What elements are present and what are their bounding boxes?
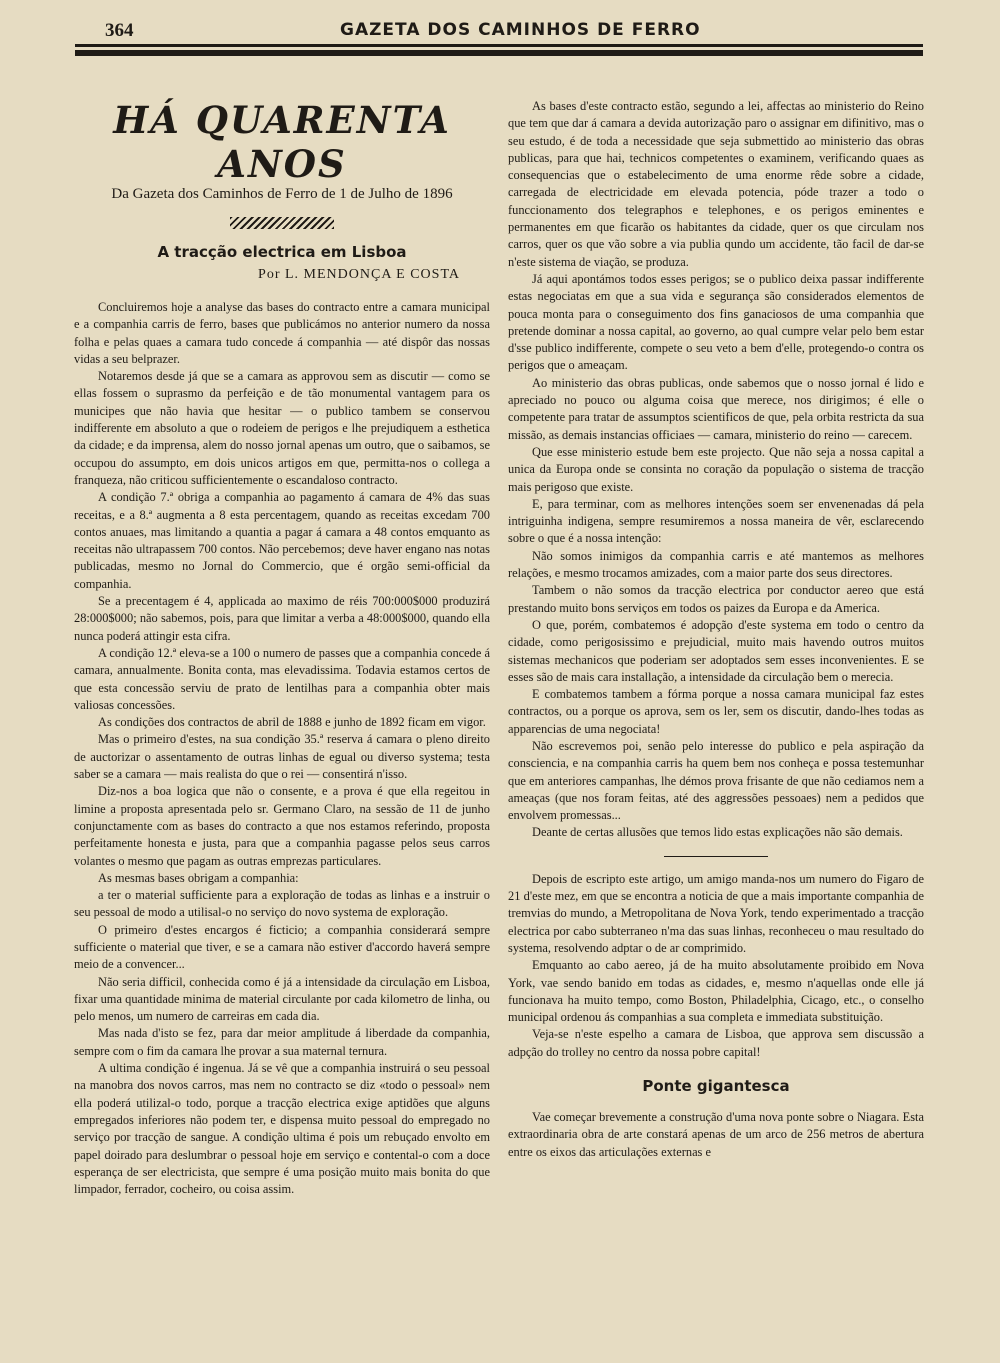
section-divider <box>664 856 768 857</box>
source-line: Da Gazeta dos Caminhos de Ferro de 1 de Julho de 1896 <box>111 186 453 202</box>
running-title: GAZETA DOS CAMINHOS DE FERRO <box>340 20 701 40</box>
paragraph: As bases d'este contracto estão, segundo a lei, affectas ao ministerio do Reino que tem que dar á camara a devida autorização paro o assignar em difinitivo, mas o seu estudo, é de toda a necessidade que seja submettido ao ministerio das obras publicas, para que hai, technicos competentes o examinem, verificando quaes as consequencias que o estabelecimento de uma enorme rêde sobre a cidade, carregada de electricidade em elevada potencia, póde trazer a todo o funccionamento dos telegraphos e telephones, e os perigos eminentes e permanentes em que ficarão os habitantes da cidade, quer os que circulam nos carros, quer os que vão sobre a via publia qundo um accidente, tão facil de dar-se n'este sistema de viação, se produza. <box>508 99 924 269</box>
article2-title: Ponte gigantesca <box>642 1077 790 1096</box>
paragraph: Já aqui apontámos todos esses perigos; se o publico deixa passar indifferente estas negociatas em que a sua vida e segurança são considerados elementos de pouca monta para o conseguimento dos fins ganaciosos de uma companhia que pretende dominar a nossa capital, ao governo, ao qual cumpre velar pelo bem estar d'sse publico indifferente, compete o seu veto a bem d'elle, protegendo-o contra os perigos que o ameaçam. <box>508 271 924 373</box>
paragraph: E combatemos tambem a fórma porque a nossa camara municipal faz estes contractos, ou a porque os aprova, sem os ler, sem os discutir, dando-lhes todas as apparencias de uma negociata! <box>508 687 924 736</box>
header-rule-thin <box>75 44 923 47</box>
paragraph: Mas nada d'isto se fez, para dar meior amplitude á liberdade da companhia, sempre com o fim da camara lhe provar a sua maternal ternura. <box>74 1026 490 1058</box>
article-author: Por L. MENDONÇA E COSTA <box>258 267 460 282</box>
paragraph: Notaremos desde já que se a camara as approvou sem as discutir — como se ellas fossem o suprasmo da perfeição e de tão monumental vantagem para os municipes que não havia que hesitar — o publico tambem se conservou indifferente em absoluto a que o rodeiem de perigos e lhe prejudiquem a esthetica da cidade; e da imprensa, alem do nosso jornal apenas um outro, que o saibamos, se occupou do assumpto, em dois unicos artigos em que, permitta-nos o collega a franqueza, não criticou sufficientemente o escandaloso contracto. <box>74 369 490 487</box>
paragraph: Mas o primeiro d'estes, na sua condição 35.ª reserva á camara o pleno direito de auctorizar o assentamento de outras linhas de egual ou diverso systema; testa saber se a camara — mais realista do que o rei — consentirá n'isso. <box>74 732 490 782</box>
paragraph: A condição 7.ª obriga a companhia ao pagamento á camara de 4% das suas receitas, e a 8.ª augmenta a 8 esta percentagem, quando as receitas excedam 700 contos anuaes, mas limitando a quantia a pagar á camara a 48 contos emquanto as receitas não ultrapassem 700 contos. Não percebemos; deve haver engano nas notas publicadas, mesmo no Jornal do Commercio, que é orgão semi-official da companhia. <box>74 490 490 591</box>
postscript-body <box>508 871 924 1061</box>
paragraph: Que esse ministerio estude bem este projecto. Que não seja a nossa capital a unica da Europa onde se consinta no coração da população o sistema de tracção mais perigoso que existe. <box>508 444 924 494</box>
header-rule-thick <box>75 50 923 56</box>
hatched-ornament <box>230 217 334 229</box>
paragraph: As mesmas bases obrigam a companhia: <box>98 870 299 885</box>
paragraph: Não somos inimigos da companhia carris e até mantemos as melhores relações, e mesmo trocamos amizades, com a maior parte dos seus directores. <box>508 548 924 581</box>
paragraph: O primeiro d'estes encargos é ficticio; a companhia considerará sempre sufficiente o material que tiver, e se a camara não estiver d'accordo haverá sempre meio de a convencer... <box>74 922 490 972</box>
right-body <box>508 98 924 842</box>
paragraph: A ultima condição é ingenua. Já se vê que a companhia instruirá o seu pessoal na manobra dos novos carros, mas nem no contracto se diz «todo o pessoal» nem ella poderá utilizal-o todo, porque a tracção electrica exige aptidões que alguns empregados inferiores não podem ter, e dispensa muito pessoal do empregado no serviço por tracção de sangue. A condição ultima é pois um rebuçado envolto em papel doirado para deslumbrar o pessoal hoje em serviço e contental-o com a doce esperança de ser electricista, que sempre é uma posição muito mais bonita do que limpador, ferrador, cocheiro, ou coisa assim. <box>74 1061 490 1197</box>
paragraph: E, para terminar, com as melhores intenções soem ser envenenadas dá pela intriguinha indigena, sempre resumiremos a nossa maneira de vêr, esclarecendo sobre o que é a nossa intenção: <box>508 496 924 546</box>
left-body <box>74 299 490 1198</box>
paragraph: Veja-se n'este espelho a camara de Lisboa, que approva sem discussão a adpção do trolley no centro da nossa pobre capital! <box>508 1027 924 1059</box>
paragraph: Depois de escripto este artigo, um amigo manda-nos um numero do Figaro de 21 d'este mez, em que se encontra a noticia de que a mais importante companhia de tremvias do mundo, a Metropolitana de Nova York, tendo experimentado a tracção electrica por cabo subterraneo n'ma das suas linhas, reconheceu o mau resultado do systema, resolvendo adptar o de ar comprimido. <box>508 871 924 955</box>
paragraph: Não seria difficil, conhecida como é já a intensidade da circulação em Lisboa, fixar uma quantidade minima de material circulante por cada kilometro de linha, ou pelo menos, um numero de carreiras em cada dia. <box>74 974 490 1024</box>
paragraph: As condições dos contractos de abril de 1888 e junho de 1892 ficam em vigor. <box>98 715 486 730</box>
paragraph: A condição 12.ª eleva-se a 100 o numero de passes que a companhia concede á camara, annualmente. Bonita conta, mas elevadissima. Todavia estamos certos de que esta concessão serviu de prato de lentilhas para a companhia obter mais valiosas concessões. <box>74 645 490 712</box>
article2-body <box>508 1109 924 1161</box>
paragraph: Emquanto ao cabo aereo, já de ha muito absolutamente proibido em Nova York, vae sendo banido em todas as cidades, e, mesmo n'aquellas onde elle já funcionava ha muito tempo, como Boston, Philadelphia, Cicago, etc., o conselho municipal ordenou ás companhias a sua completa e immediata substituição. <box>508 958 924 1025</box>
page-number: 364 <box>105 20 134 41</box>
paragraph: Vae começar brevemente a construção d'uma nova ponte sobre o Niagara. Esta extraordinaria obra de arte constará apenas de um arco de 256 metros de abertura entre os eixos das articulações externas e <box>508 1110 924 1159</box>
paragraph: Diz-nos a boa logica que não o consente, e a prova é que ella regeitou in limine a proposta apresentada pelo sr. Germano Claro, na sessão de 11 de junho conjunctamente com as bases do contracto a que nos estamos referindo, proposta perfeitamente honesta e justa, para que a companhia pagasse pelos seus carros volantes o mesmo que pagam as outras emprezas particulares. <box>74 784 490 868</box>
paragraph: Não escrevemos poi, senão pelo interesse do publico e pela aspiração da consciencia, e na companhia carris ha quem bem nos conheça e possa testemunhar que em anteriores campanhas, lhe démos prova frisante de que não cediamos nem a ameaças (que nos foram feitas, até des aggressões pessoaes) nem a pedidos que envolvem promessas... <box>508 738 924 823</box>
paragraph: Ao ministerio das obras publicas, onde sabemos que o nosso jornal é lido e apreciado no pouco ou alguma coisa que merece, nos dirigimos; é elle o competente para tratar de assumptos scientificos de que, pela orbita restricta da sua missão, as demais instancias officiaes — camara, ministerio do reino — carecem. <box>508 375 924 442</box>
left-column <box>74 98 490 1198</box>
paragraph: a ter o material sufficiente para a exploração de todas as linhas e a instruir o seu pessoal de modo a utilisal-o no serviço do novo systema de exploração. <box>74 888 490 920</box>
right-column <box>508 98 924 1161</box>
paragraph: Tambem o não somos da tracção electrica por conductor aereo que está prestando muito bons serviços em todos os paizes da Europa e da America. <box>508 583 924 615</box>
article-title: A tracção electrica em Lisboa <box>157 243 407 261</box>
paragraph: O que, porém, combatemos é adopção d'este systema em todo o centro da cidade, como perigosissimo e prejudicial, muito mais havendo outros muitos sistemas mechanicos que poderiam ser adoptados sem esses inconvenientes. E se esses são de mais cara installação, a intensidade da circulação bem o merecia. <box>508 617 924 684</box>
section-kicker: HÁ QUARENTA ANOS <box>113 98 451 186</box>
paragraph: Concluiremos hoje a analyse das bases do contracto entre a camara municipal e a companhia carris de ferro, bases que publicámos no anterior numero da nossa folha e pelas quaes a camara tudo concede á companhia — até dispôr das nossas vidas a seu belprazer. <box>74 300 490 366</box>
paragraph: Se a precentagem é 4, applicada ao maximo de réis 700:000$000 produzirá 28:000$000; não sabemos, pois, para que limitar a verba a 48:000$000, quando ella nunca poderá attingir esta cifra. <box>74 594 490 643</box>
paragraph: Deante de certas allusões que temos lido estas explicações não são demais. <box>532 825 903 840</box>
